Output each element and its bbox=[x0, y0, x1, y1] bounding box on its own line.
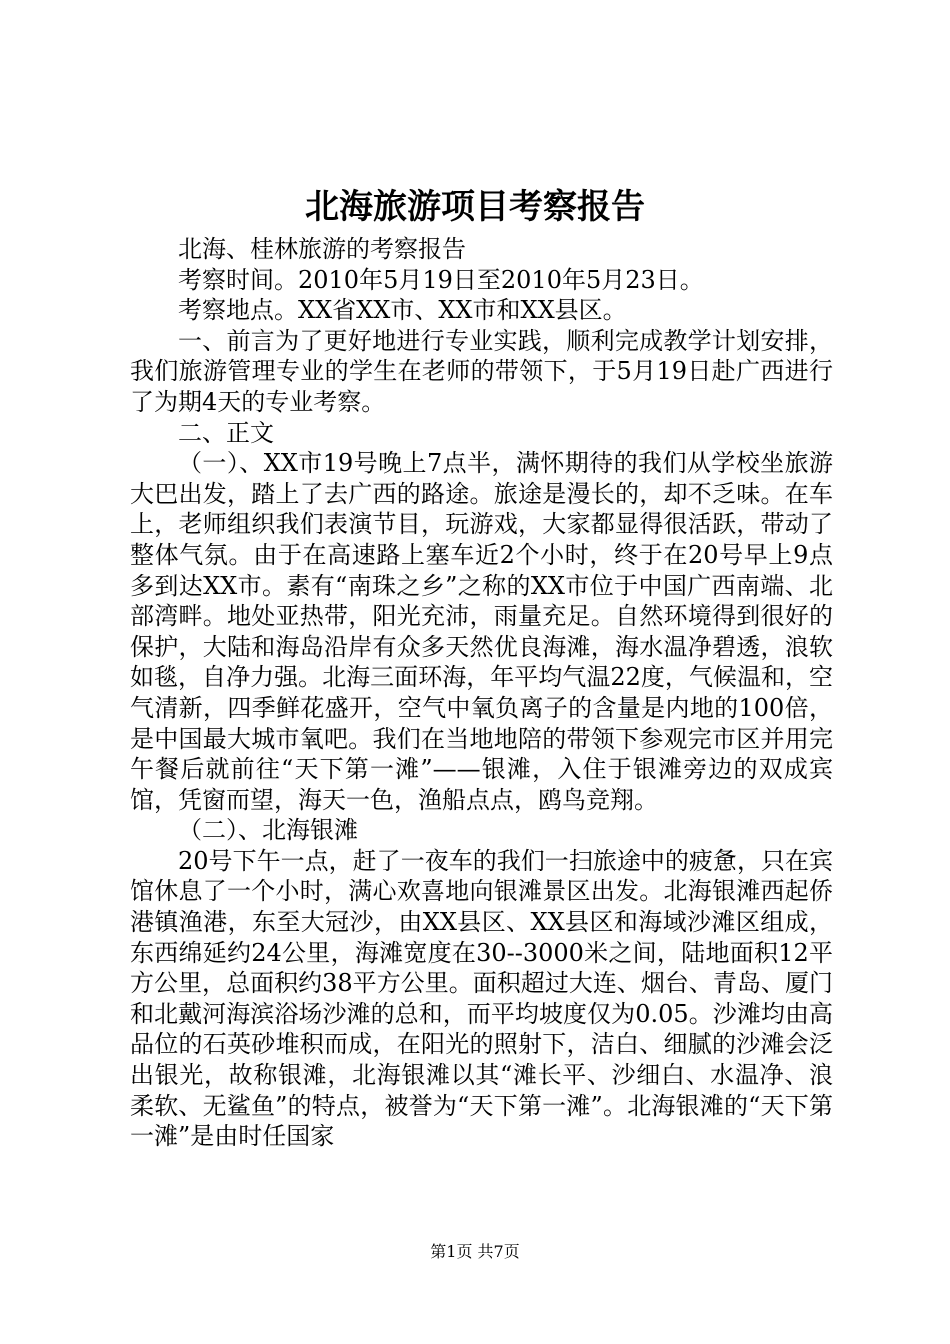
document-body bbox=[130, 234, 833, 1152]
main-body-heading: 二、正文 bbox=[178, 418, 274, 447]
preface-paragraph: 一、前言为了更好地进行专业实践，顺利完成教学计划安排，我们旅游管理专业的学生在老师的带领下，于5月19日赴广西进行了为期4天的专业考察。 bbox=[130, 326, 833, 416]
silver-beach-paragraph: 20号下午一点，赶了一夜车的我们一扫旅途中的疲惫，只在宾馆休息了一个小时，满心欢喜地向银滩景区出发。北海银滩西起侨港镇渔港，东至大冠沙，由XX县区、XX县区和海域沙滩区组成，东西绵延约24公里，海滩宽度在30--3000米之间，陆地面积12平方公里，总面积约38平方公里。面积超过大连、烟台、青岛、厦门和北戴河海滨浴场沙滩的总和，而平均坡度仅为0.05。沙滩均由高品位的石英砂堆积而成，在阳光的照射下，洁白、细腻的沙滩会泛出银光，故称银滩，北海银滩以其“滩长平、沙细白、水温净、浪柔软、无鲨鱼”的特点，被誉为“天下第一滩”。北海银滩的“天下第一滩”是由时任国家 bbox=[130, 846, 833, 1151]
inspection-time-paragraph: 考察时间。2010年5月19日至2010年5月23日。 bbox=[178, 265, 704, 294]
document-title: 北海旅游项目考察报告 bbox=[305, 187, 645, 227]
section-two-heading: （二）、北海银滩 bbox=[178, 816, 358, 845]
page-number-footer: 第1页 共7页 bbox=[430, 1242, 520, 1261]
subtitle-paragraph: 北海、桂林旅游的考察报告 bbox=[178, 235, 466, 263]
inspection-location-paragraph: 考察地点。XX省XX市、XX市和XX县区。 bbox=[178, 296, 627, 325]
section-one-paragraph: （一）、XX市19号晚上7点半，满怀期待的我们从学校坐旅游大巴出发，踏上了去广西的路途。旅途是漫长的，却不乏味。在车上，老师组织我们表演节目，玩游戏，大家都显得很活跃，带动了整体气氛。由于在高速路上塞车近2个小时，终于在20号早上9点多到达XX市。素有“南珠之乡”之称的XX市位于中国广西南端、北部湾畔。地处亚热带，阳光充沛，雨量充足。自然环境得到很好的保护，大陆和海岛沿岸有众多天然优良海滩，海水温净碧透，浪软如毯，自净力强。北海三面环海，年平均气温22度，气候温和，空气清新，四季鲜花盛开，空气中氧负离子的含量是内地的100倍，是中国最大城市氧吧。我们在当地地陪的带领下参观完市区并用完午餐后就前往“天下第一滩”——银滩，入住于银滩旁边的双成宾馆，凭窗而望，海天一色，渔船点点，鸥鸟竞翔。 bbox=[130, 449, 833, 814]
